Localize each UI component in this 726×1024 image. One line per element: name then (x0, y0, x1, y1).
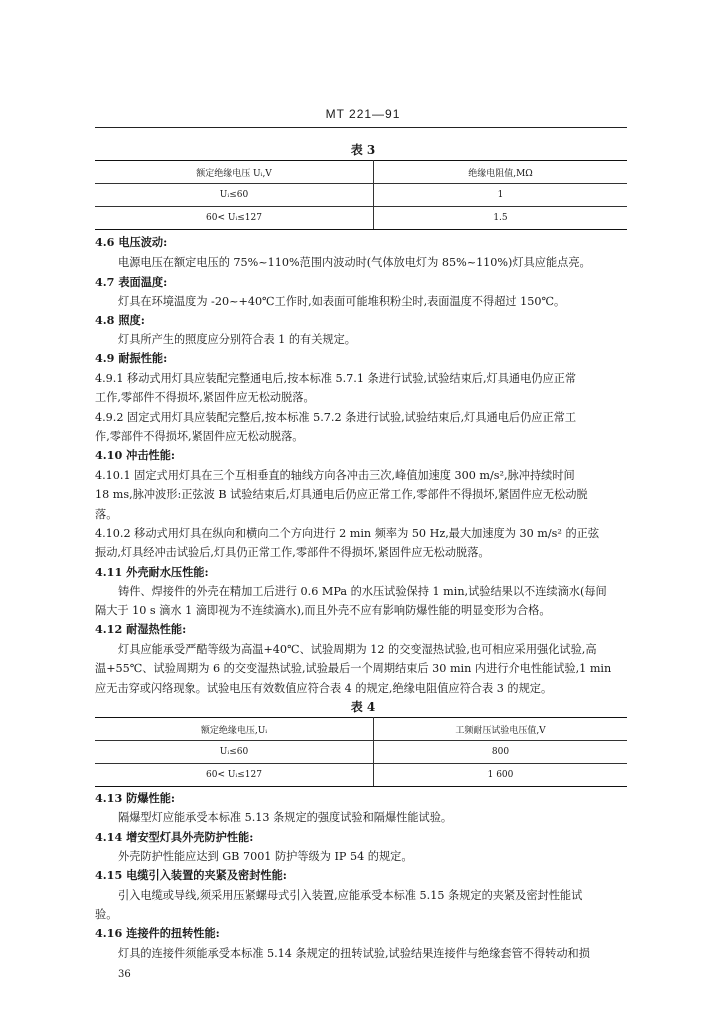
table-cell: Uᵢ≤60 (95, 184, 374, 207)
table-row (95, 184, 627, 207)
paragraph-line: 应无击穿或闪络现象。试验电压有效数值应符合表 4 的规定,绝缘电阻值应符合表 3 的规定。 (95, 682, 553, 695)
paragraph-line: 振动,灯具经冲击试验后,灯具仍正常工作,零部件不得损坏,紧固件应无松动脱落。 (95, 546, 490, 559)
table-header-row (95, 161, 627, 184)
table-cell: 60< Uᵢ≤127 (95, 764, 374, 787)
paragraph-line: 电源电压在额定电压的 75%~110%范围内波动时(气体放电灯为 85%~110%)灯具应能点亮。 (118, 256, 591, 269)
table-cell: 1 600 (374, 764, 628, 787)
section-heading-4-7: 4.7 表面温度: (95, 275, 168, 289)
section-heading-4-15: 4.15 电缆引入装置的夹紧及密封性能: (95, 868, 287, 882)
section-heading-4-8: 4.8 照度: (95, 313, 145, 327)
table-header-cell: 工频耐压试验电压值,V (374, 718, 628, 741)
paragraph-line: 外壳防护性能应达到 GB 7001 防护等级为 IP 54 的规定。 (118, 850, 413, 863)
table-header-row (95, 718, 627, 741)
paragraph-line: 4.9.2 固定式用灯具应装配完整后,按本标准 5.7.2 条进行试验,试验结束后,灯具通电后仍应正常工 (95, 411, 577, 424)
paragraph-line: 验。 (95, 908, 118, 921)
header-rule (95, 127, 627, 128)
section-heading-4-12: 4.12 耐湿热性能: (95, 622, 187, 636)
table-cell: 1.5 (374, 207, 628, 230)
table-header-cell: 额定绝缘电压 Uᵢ,V (95, 161, 374, 184)
paragraph-line: 温+55℃、试验周期为 6 的交变湿热试验,试验最后一个周期结束后 30 min 内进行介电性能试验,1 min (95, 662, 612, 675)
paragraph-line: 隔大于 10 s 滴水 1 滴即视为不连续滴水),而且外壳不应有影响防爆性能的明显变形为合格。 (95, 604, 551, 617)
paragraph-line: 4.9.1 移动式用灯具应装配完整通电后,按本标准 5.7.1 条进行试验,试验结束后,灯具通电仍应正常 (95, 372, 577, 385)
table-cell: Uᵢ≤60 (95, 741, 374, 764)
paragraph-line: 工作,零部件不得损坏,紧固件应无松动脱落。 (95, 391, 315, 404)
table-header-cell: 额定绝缘电压,Uᵢ (95, 718, 374, 741)
table-row (95, 764, 627, 787)
table3-caption: 表 3 (350, 143, 376, 157)
table3 (95, 160, 627, 230)
table-header-cell: 绝缘电阻值,MΩ (374, 161, 628, 184)
page-number: 36 (118, 969, 131, 980)
paragraph-line: 铸件、焊接件的外壳在精加工后进行 0.6 MPa 的水压试验保持 1 min,试验结果以不连续滴水(每间 (118, 585, 607, 598)
paragraph-line: 4.10.1 固定式用灯具在三个互相垂直的轴线方向各冲击三次,峰值加速度 300 m/s²,脉冲持续时间 (95, 469, 575, 482)
table4-caption: 表 4 (350, 700, 376, 714)
table-row (95, 207, 627, 230)
table4 (95, 717, 627, 787)
paragraph-line: 灯具应能承受严酷等级为高温+40℃、试验周期为 12 的交变湿热试验,也可相应采用强化试验,高 (118, 643, 597, 656)
paragraph-line: 作,零部件不得损坏,紧固件应无松动脱落。 (95, 430, 304, 443)
table-cell: 60< Uᵢ≤127 (95, 207, 374, 230)
paragraph-line: 灯具所产生的照度应分别符合表 1 的有关规定。 (118, 333, 356, 346)
paragraph-line: 4.10.2 移动式用灯具在纵向和横向二个方向进行 2 min 频率为 50 Hz,最大加速度为 30 m/s² 的正弦 (95, 527, 600, 540)
section-heading-4-9: 4.9 耐振性能: (95, 351, 168, 365)
paragraph-line: 18 ms,脉冲波形:正弦波 B 试验结束后,灯具通电后仍应正常工作,零部件不得损坏,紧固件应无松动脱 (95, 488, 588, 501)
paragraph-line: 引入电缆或导线,须采用压紧螺母式引入装置,应能承受本标准 5.15 条规定的夹紧及密封性能试 (118, 889, 583, 902)
paragraph-line: 落。 (95, 508, 118, 521)
section-heading-4-16: 4.16 连接件的扭转性能: (95, 926, 220, 940)
section-heading-4-13: 4.13 防爆性能: (95, 791, 176, 805)
paragraph-line: 灯具在环境温度为 -20~+40℃工作时,如表面可能堆积粉尘时,表面温度不得超过 150℃。 (118, 295, 566, 308)
page-header: MT 221—91 (325, 107, 401, 121)
paragraph-line: 灯具的连接件须能承受本标准 5.14 条规定的扭转试验,试验结果连接件与绝缘套管不得转动和损 (118, 947, 590, 960)
section-heading-4-10: 4.10 冲击性能: (95, 448, 176, 462)
table-row (95, 741, 627, 764)
section-heading-4-14: 4.14 增安型灯具外壳防护性能: (95, 830, 254, 844)
section-heading-4-11: 4.11 外壳耐水压性能: (95, 565, 209, 579)
table-cell: 800 (374, 741, 628, 764)
table-cell: 1 (374, 184, 628, 207)
section-heading-4-6: 4.6 电压波动: (95, 235, 168, 249)
paragraph-line: 隔爆型灯应能承受本标准 5.13 条规定的强度试验和隔爆性能试验。 (118, 811, 453, 824)
